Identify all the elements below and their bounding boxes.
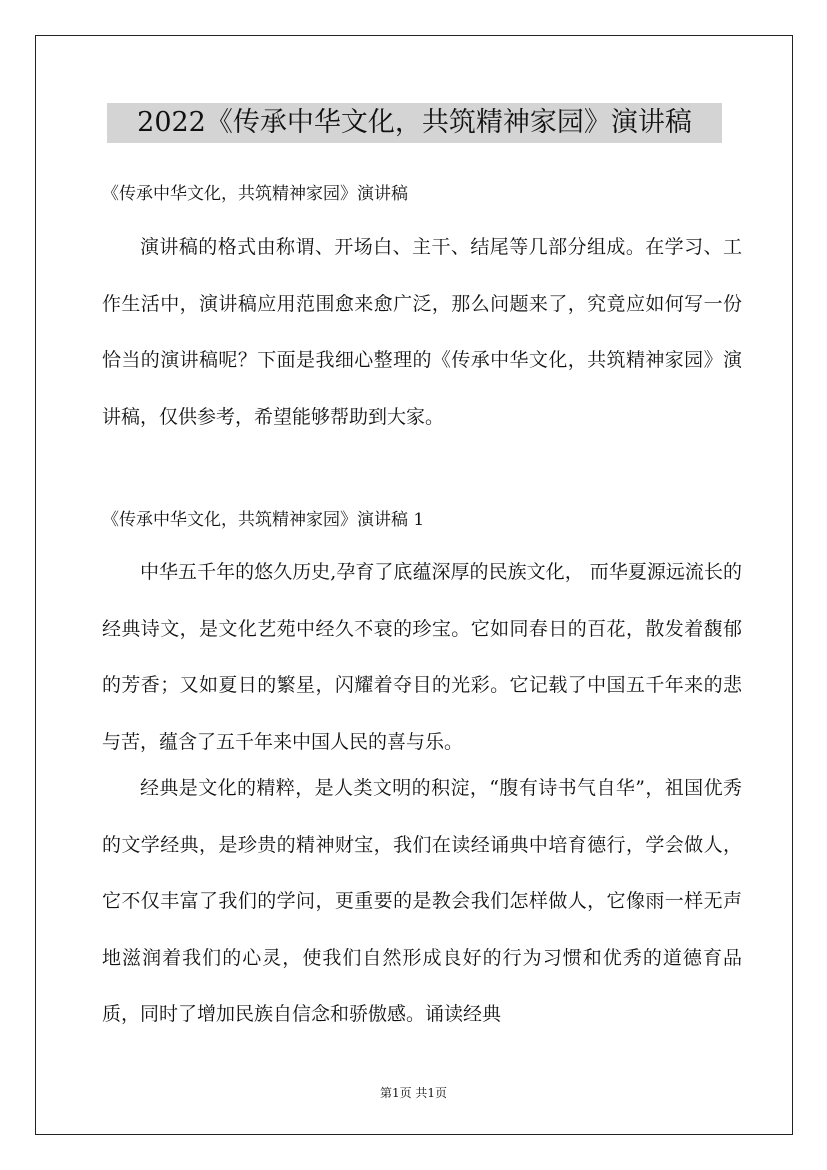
document-title: 2022《传承中华文化，共筑精神家园》演讲稿 (107, 103, 722, 143)
body-paragraph-2: 经典是文化的精粹，是人类文明的积淀，“腹有诗书气自华”，祖国优秀的文学经典，是珍贵的精神财宝，我们在读经诵典中培育德行，学会做人，它不仅丰富了我们的学问，更重要的是教会我们怎样做人，它像雨一样无声地滋润着我们的心灵，使我们自然形成良好的行为习惯和优秀的道德育品质，同时了增加民族自信念和骄傲感。诵读经典 (102, 777, 742, 1025)
document-subtitle: 《传承中华文化，共筑精神家园》演讲稿 (102, 184, 408, 204)
intro-paragraph: 演讲稿的格式由称谓、开场白、主干、结尾等几部分组成。在学习、工作生活中，演讲稿应用范围愈来愈广泛，那么问题来了，究竟应如何写一份恰当的演讲稿呢？下面是我细心整理的《传承中华文化，共筑精神家园》演讲稿，仅供参考，希望能够帮助到大家。 (102, 236, 742, 428)
section-heading: 《传承中华文化，共筑精神家园》演讲稿 1 (102, 510, 425, 530)
body-paragraph-1: 中华五千年的悠久历史,孕育了底蕴深厚的民族文化， 而华夏源远流长的经典诗文，是文化艺苑中经久不衰的珍宝。它如同春日的百花，散发着馥郁的芳香；又如夏日的繁星，闪耀着夺目的光彩。它记载了中国五千年来的悲与苦，蕴含了五千年来中国人民的喜与乐。 (102, 561, 742, 753)
page-number-footer: 第1页 共1页 (379, 1086, 448, 1100)
